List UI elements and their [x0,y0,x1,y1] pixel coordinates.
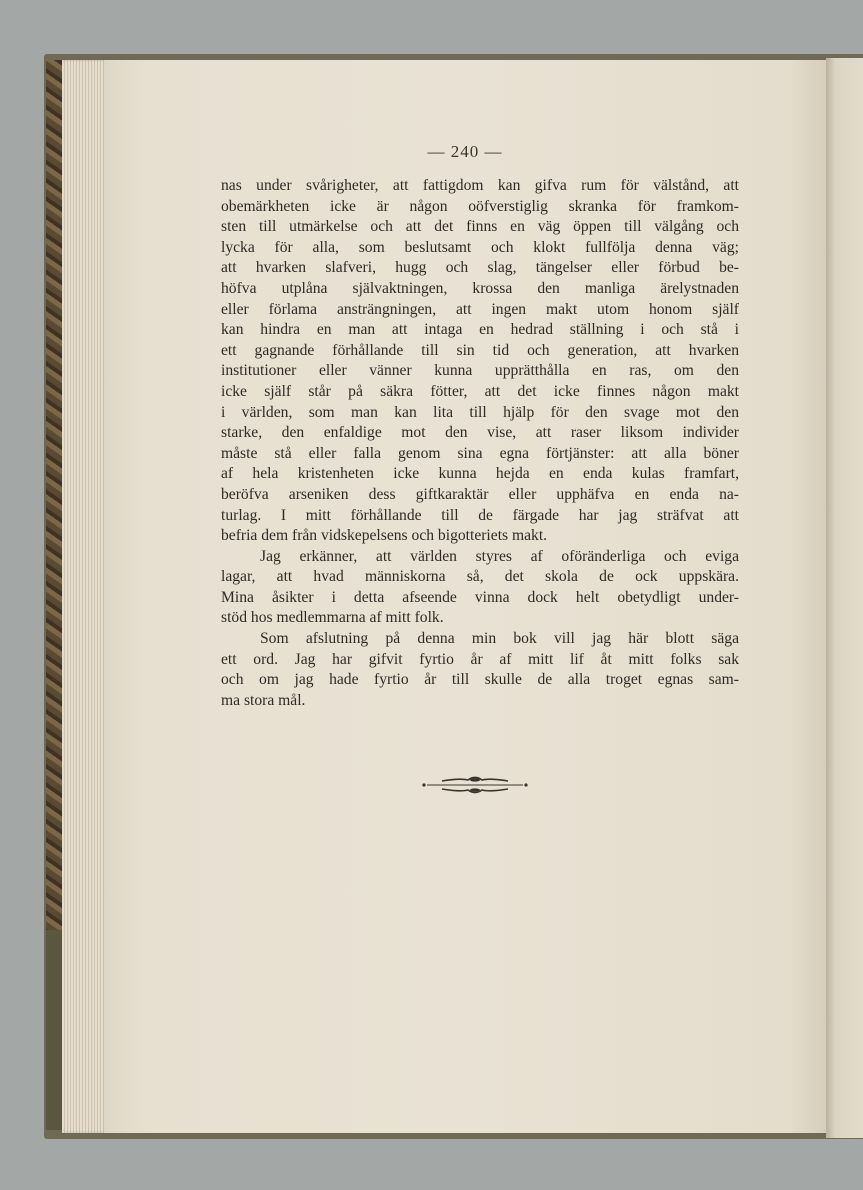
text-line: sten till utmärkelse och att det finns en väg öppen till välgång och [221,218,739,236]
text-line: stöd hos medlemmarna af mitt folk. [221,609,444,627]
page-number: — 240 — [427,142,503,161]
text-line: af hela kristenheten icke kunna hejda en enda kulas framfart, [221,465,739,483]
text-line: Mina åsikter i detta afseende vinna dock helt obetydligt under- [221,588,739,606]
text-line: institutioner eller vänner kunna upprätthålla en ras, om den [221,362,739,380]
text-line: befria dem från vidskepelsens och bigotteriets makt. [221,527,548,545]
text-line: måste stå eller falla genom sina egna förtjänster: att alla böner [221,444,739,462]
page-body-text [221,176,739,711]
text-line: obemärkheten icke är någon oöfverstiglig skranka för framkom- [221,197,739,215]
text-line: starke, den enfaldige mot den vise, att raser liksom individer [221,424,739,442]
text-line: att hvarken slafveri, hugg och slag, tängelser eller förbud be- [221,259,739,277]
text-line: och om jag hade fyrtio år till skulle de alla troget egnas sam- [221,671,739,689]
text-line: Som afslutning på denna min bok vill jag här blott säga [260,630,739,648]
text-line: i världen, som man kan lita till hjälp för den svage mot den [221,403,739,421]
text-line: lagar, att hvad människorna så, det skola de ock uppskära. [221,568,739,586]
text-line: ma stora mål. [221,691,306,709]
text-line: ett ord. Jag har gifvit fyrtio år af mitt lif åt mitt folks sak [221,650,739,668]
text-line: ett gagnande förhållande till sin tid och generation, att hvarken [221,341,739,359]
text-line: beröfva arseniken dess giftkaraktär eller upphäfva en enda na- [221,485,739,503]
text-line: lycka för alla, som beslutsamt och klokt fullfölja denna väg; [221,238,739,256]
text-line: Jag erkänner, att världen styres af oföränderliga och eviga [260,547,739,565]
text-line: eller förlama ansträngningen, att ingen makt utom honom själf [221,300,739,318]
text-line: turlag. I mitt förhållande till de färgade har jag sträfvat att [221,506,739,524]
text-line: kan hindra en man att intaga en hedrad ställning i och stå i [221,321,739,339]
page-fore-edge [62,60,108,1133]
tailpiece-ornament-icon [420,774,530,796]
text-line: icke själf står på säkra fötter, att det icke finnes någon makt [221,382,739,400]
facing-page-edge [826,58,863,1138]
text-line: nas under svårigheter, att fattigdom kan gifva rum för välstånd, att [221,177,739,194]
text-line: höfva utplåna självaktningen, krossa den manliga ärelystnaden [221,279,739,297]
